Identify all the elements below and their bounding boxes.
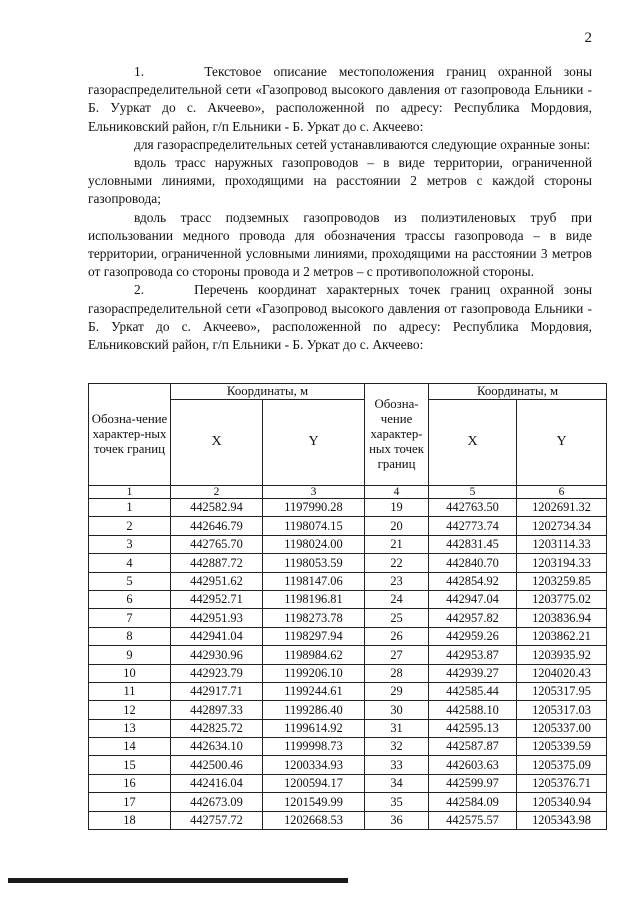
- x-coordinate: 442582.94: [171, 499, 263, 517]
- y-coordinate: 1203194.33: [517, 554, 607, 572]
- y-coordinate: 1205340.94: [517, 793, 607, 811]
- x-coordinate: 442930.96: [171, 646, 263, 664]
- point-number: 3: [89, 535, 171, 553]
- point-number: 18: [89, 811, 171, 829]
- x-coordinate: 442575.57: [429, 811, 517, 829]
- x-coordinate: 442939.27: [429, 664, 517, 682]
- column-number: 5: [429, 486, 517, 499]
- column-number: 3: [263, 486, 365, 499]
- x-coordinate: 442917.71: [171, 682, 263, 700]
- y-coordinate: 1203775.02: [517, 590, 607, 608]
- x-coordinate: 442951.62: [171, 572, 263, 590]
- header-coords-right: Координаты, м: [429, 384, 607, 400]
- x-coordinate: 442957.82: [429, 609, 517, 627]
- paragraph-5: 2. Перечень координат характерных точек границ охранной зоны газораспределительной сети «Газопровод высокого давления от газопровода Ельники - Б. Уркат до с. Акчеево», расположенной по адресу: Республика Мордовия, Ельниковский район, г/п Ельники - Б. Уркат до с. Акчеево:: [88, 282, 592, 353]
- point-number: 34: [365, 774, 429, 792]
- x-coordinate: 442825.72: [171, 719, 263, 737]
- point-number: 9: [89, 646, 171, 664]
- point-number: 7: [89, 609, 171, 627]
- x-coordinate: 442854.92: [429, 572, 517, 590]
- table-row: [89, 535, 607, 553]
- point-number: 23: [365, 572, 429, 590]
- point-number: 5: [89, 572, 171, 590]
- y-coordinate: 1199286.40: [263, 701, 365, 719]
- y-coordinate: 1198053.59: [263, 554, 365, 572]
- point-number: 32: [365, 738, 429, 756]
- y-coordinate: 1203862.21: [517, 627, 607, 645]
- y-coordinate: 1205339.59: [517, 738, 607, 756]
- point-number: 10: [89, 664, 171, 682]
- table-row: [89, 627, 607, 645]
- x-coordinate: 442757.72: [171, 811, 263, 829]
- y-coordinate: 1201549.99: [263, 793, 365, 811]
- y-coordinate: 1205375.09: [517, 756, 607, 774]
- table-row: [89, 811, 607, 829]
- header-y-right: Y: [517, 400, 607, 486]
- y-coordinate: 1205343.98: [517, 811, 607, 829]
- x-coordinate: 442585.44: [429, 682, 517, 700]
- x-coordinate: 442840.70: [429, 554, 517, 572]
- point-number: 4: [89, 554, 171, 572]
- table-row: [89, 517, 607, 535]
- coordinates-table-body: [89, 499, 607, 830]
- point-number: 35: [365, 793, 429, 811]
- y-coordinate: 1198147.06: [263, 572, 365, 590]
- y-coordinate: 1200334.93: [263, 756, 365, 774]
- point-number: 17: [89, 793, 171, 811]
- y-coordinate: 1197990.28: [263, 499, 365, 517]
- coordinates-table: [88, 383, 607, 830]
- x-coordinate: 442673.09: [171, 793, 263, 811]
- point-number: 20: [365, 517, 429, 535]
- table-row: [89, 590, 607, 608]
- page-number: 2: [584, 30, 592, 46]
- point-number: 29: [365, 682, 429, 700]
- table-row: [89, 609, 607, 627]
- header-point: Обозна-чение характер-ных точек границ: [89, 384, 171, 486]
- x-coordinate: 442416.04: [171, 774, 263, 792]
- y-coordinate: 1203935.92: [517, 646, 607, 664]
- header-point-right: Обозна-чение характер-ных точек границ: [365, 384, 429, 486]
- point-number: 6: [89, 590, 171, 608]
- table-row: [89, 499, 607, 517]
- table-row: [89, 554, 607, 572]
- y-coordinate: 1198024.00: [263, 535, 365, 553]
- x-coordinate: 442953.87: [429, 646, 517, 664]
- paragraph-2: для газораспределительных сетей устанавливаются следующие охранные зоны:: [134, 136, 591, 152]
- header-x-right: X: [429, 400, 517, 486]
- x-coordinate: 442763.50: [429, 499, 517, 517]
- y-coordinate: 1198273.78: [263, 609, 365, 627]
- x-coordinate: 442773.74: [429, 517, 517, 535]
- point-number: 16: [89, 774, 171, 792]
- point-number: 2: [89, 517, 171, 535]
- point-number: 12: [89, 701, 171, 719]
- point-number: 19: [365, 499, 429, 517]
- y-coordinate: 1202668.53: [263, 811, 365, 829]
- x-coordinate: 442897.33: [171, 701, 263, 719]
- y-coordinate: 1202734.34: [517, 517, 607, 535]
- x-coordinate: 442588.10: [429, 701, 517, 719]
- y-coordinate: 1199206.10: [263, 664, 365, 682]
- point-number: 11: [89, 682, 171, 700]
- point-number: 31: [365, 719, 429, 737]
- scan-edge-bar: [8, 878, 348, 883]
- table-row: [89, 664, 607, 682]
- paragraph-4: вдоль трасс подземных газопроводов из полиэтиленовых труб при использовании медного провода для обозначения трассы газопровода – в виде территории, ограниченной условными линиями, проходящими на расстоянии 3 метров от газопровода со стороны провода и 2 метров – с противоположной стороны.: [88, 209, 592, 280]
- paragraph-1: 1. Текстовое описание местоположения границ охранной зоны газораспределительной сети «Газопровод высокого давления от газопровода Ельники - Б. Ууркат до с. Акчеево», расположенной по адресу: Республика Мордовия, Ельниковский район, г/п Ельники - Б. Уркат до с. Акчеево:: [88, 64, 592, 134]
- table-row: [89, 646, 607, 664]
- point-number: 8: [89, 627, 171, 645]
- column-number: 4: [365, 486, 429, 499]
- x-coordinate: 442587.87: [429, 738, 517, 756]
- table-row: [89, 774, 607, 792]
- header-y: Y: [263, 400, 365, 486]
- y-coordinate: 1205337.00: [517, 719, 607, 737]
- y-coordinate: 1205317.03: [517, 701, 607, 719]
- x-coordinate: 442923.79: [171, 664, 263, 682]
- column-number: 2: [171, 486, 263, 499]
- x-coordinate: 442941.04: [171, 627, 263, 645]
- paragraph-3: вдоль трасс наружных газопроводов – в виде территории, ограниченной условными линиями, проходящими на расстоянии 2 метров с каждой стороны газопровода;: [88, 155, 592, 207]
- x-coordinate: 442765.70: [171, 535, 263, 553]
- x-coordinate: 442603.63: [429, 756, 517, 774]
- point-number: 22: [365, 554, 429, 572]
- x-coordinate: 442500.46: [171, 756, 263, 774]
- y-coordinate: 1205317.95: [517, 682, 607, 700]
- point-number: 26: [365, 627, 429, 645]
- table-row: [89, 738, 607, 756]
- point-number: 13: [89, 719, 171, 737]
- y-coordinate: 1198196.81: [263, 590, 365, 608]
- y-coordinate: 1198297.94: [263, 627, 365, 645]
- x-coordinate: 442595.13: [429, 719, 517, 737]
- point-number: 25: [365, 609, 429, 627]
- y-coordinate: 1203114.33: [517, 535, 607, 553]
- x-coordinate: 442599.97: [429, 774, 517, 792]
- y-coordinate: 1199614.92: [263, 719, 365, 737]
- header-x: X: [171, 400, 263, 486]
- table-row: [89, 572, 607, 590]
- x-coordinate: 442584.09: [429, 793, 517, 811]
- column-number: 6: [517, 486, 607, 499]
- y-coordinate: 1205376.71: [517, 774, 607, 792]
- x-coordinate: 442947.04: [429, 590, 517, 608]
- y-coordinate: 1200594.17: [263, 774, 365, 792]
- y-coordinate: 1199244.61: [263, 682, 365, 700]
- point-number: 33: [365, 756, 429, 774]
- x-coordinate: 442959.26: [429, 627, 517, 645]
- point-number: 1: [89, 499, 171, 517]
- column-number: 1: [89, 486, 171, 499]
- point-number: 27: [365, 646, 429, 664]
- y-coordinate: 1198074.15: [263, 517, 365, 535]
- point-number: 24: [365, 590, 429, 608]
- x-coordinate: 442634.10: [171, 738, 263, 756]
- table-row: [89, 682, 607, 700]
- point-number: 28: [365, 664, 429, 682]
- y-coordinate: 1204020.43: [517, 664, 607, 682]
- x-coordinate: 442646.79: [171, 517, 263, 535]
- point-number: 14: [89, 738, 171, 756]
- document-body: [88, 63, 592, 354]
- x-coordinate: 442952.71: [171, 590, 263, 608]
- table-row: [89, 756, 607, 774]
- point-number: 30: [365, 701, 429, 719]
- table-row: [89, 793, 607, 811]
- y-coordinate: 1199998.73: [263, 738, 365, 756]
- point-number: 21: [365, 535, 429, 553]
- table-row: [89, 719, 607, 737]
- table-row: [89, 701, 607, 719]
- x-coordinate: 442951.93: [171, 609, 263, 627]
- header-coords: Координаты, м: [171, 384, 365, 400]
- y-coordinate: 1203259.85: [517, 572, 607, 590]
- x-coordinate: 442887.72: [171, 554, 263, 572]
- x-coordinate: 442831.45: [429, 535, 517, 553]
- y-coordinate: 1202691.32: [517, 499, 607, 517]
- y-coordinate: 1203836.94: [517, 609, 607, 627]
- y-coordinate: 1198984.62: [263, 646, 365, 664]
- point-number: 36: [365, 811, 429, 829]
- point-number: 15: [89, 756, 171, 774]
